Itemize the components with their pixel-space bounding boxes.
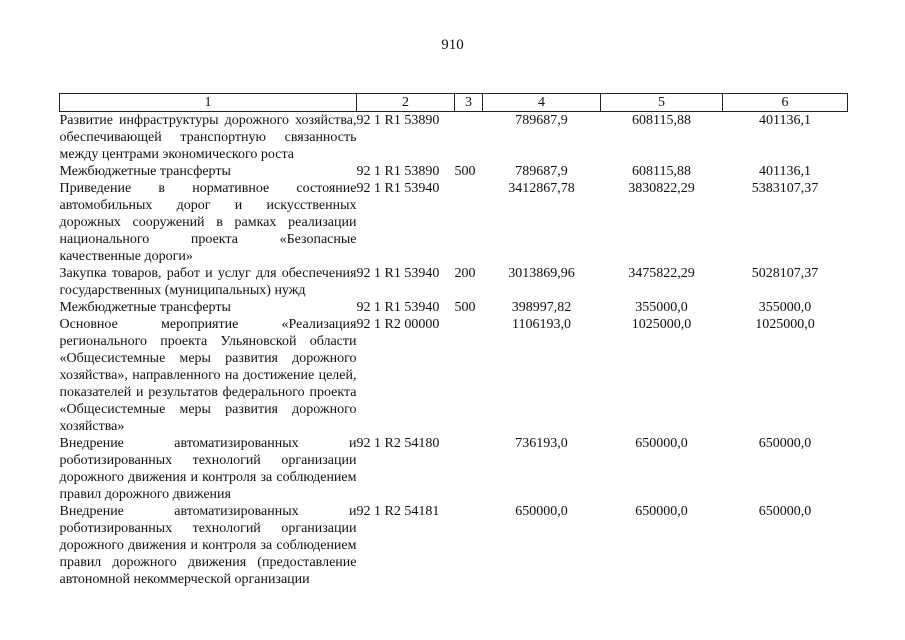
row-value-4: 1106193,0 (512, 317, 571, 332)
row-value-6: 5383107,37 (751, 181, 819, 196)
row-value-6: 650000,0 (758, 504, 812, 519)
row-value-6: 401136,1 (759, 164, 811, 179)
row-code: 92 1 R1 53940 (356, 300, 440, 315)
row-expense-type (455, 316, 483, 435)
row-name: Развитие инфраструктуры дорожного хозяйства, обеспечивающей транспортную связанность между центрами экономического роста (59, 113, 357, 162)
table-row (60, 265, 848, 299)
header-cell-3: 3 (455, 94, 483, 112)
row-value-6: 5028107,37 (751, 266, 819, 281)
row-code: 92 1 R2 54180 (356, 436, 440, 451)
table-row (60, 316, 848, 435)
row-code: 92 1 R1 53890 (356, 164, 440, 179)
table-row (60, 180, 848, 265)
row-value-5: 650000,0 (635, 436, 688, 451)
row-expense-type (455, 180, 483, 265)
row-name: Межбюджетные трансферты (59, 164, 231, 179)
row-value-4: 789687,9 (515, 164, 568, 179)
row-value-4: 736193,0 (515, 436, 568, 451)
row-expense-type (455, 435, 483, 503)
row-value-4: 3412867,78 (508, 181, 575, 196)
page-number: 910 (441, 37, 464, 53)
header-row (60, 94, 848, 112)
row-expense-type (455, 112, 483, 164)
row-value-5: 608115,88 (632, 164, 691, 179)
row-name: Внедрение автоматизированных и роботизированных технологий организации дорожного движения и контроля за соблюдением правил дорожного движения (59, 436, 357, 502)
budget-table (59, 93, 848, 588)
row-value-4: 3013869,96 (508, 266, 575, 281)
row-expense-type (455, 503, 483, 588)
row-name: Закупка товаров, работ и услуг для обеспечения государственных (муниципальных) нужд (59, 266, 357, 298)
header-cell-1: 1 (60, 94, 357, 112)
header-cell-4: 4 (483, 94, 601, 112)
table-row (60, 435, 848, 503)
row-value-5: 650000,0 (635, 504, 688, 519)
row-expense-type: 500 (454, 300, 476, 315)
table-row (60, 299, 848, 316)
row-value-6: 401136,1 (759, 113, 811, 128)
table-row (60, 112, 848, 164)
row-value-6: 355000,0 (758, 300, 812, 315)
header-cell-6: 6 (723, 94, 848, 112)
row-value-6: 650000,0 (758, 436, 812, 451)
row-value-4: 789687,9 (515, 113, 568, 128)
row-name: Основное мероприятие «Реализация регионального проекта Ульяновской области «Общесистемные меры развития дорожного хозяйства», направленного на достижение целей, показателей и результатов федерального проекта «Общесистемные меры развития дорожного хозяйства» (59, 317, 357, 434)
row-name: Межбюджетные трансферты (59, 300, 231, 315)
row-name: Приведение в нормативное состояние автомобильных дорог и искусственных дорожных сооружений в рамках реализации национального проекта «Безопасные качественные дороги» (59, 181, 357, 264)
row-value-4: 650000,0 (515, 504, 568, 519)
row-value-5: 355000,0 (635, 300, 688, 315)
header-cell-5: 5 (601, 94, 723, 112)
row-code: 92 1 R2 00000 (356, 317, 440, 332)
row-expense-type: 200 (454, 266, 476, 281)
row-value-6: 1025000,0 (755, 317, 815, 332)
row-code: 92 1 R1 53890 (356, 113, 440, 128)
table-row (60, 503, 848, 588)
row-code: 92 1 R2 54181 (356, 504, 440, 519)
row-value-5: 608115,88 (632, 113, 691, 128)
row-value-4: 398997,82 (511, 300, 572, 315)
row-code: 92 1 R1 53940 (356, 181, 440, 196)
row-value-5: 3475822,29 (628, 266, 695, 281)
row-name: Внедрение автоматизированных и роботизированных технологий организации дорожного движения и контроля за соблюдением правил дорожного движения (предоставление автономной некоммерческой организации (59, 504, 357, 587)
table-row (60, 163, 848, 180)
header-cell-2: 2 (357, 94, 455, 112)
row-value-5: 3830822,29 (628, 181, 695, 196)
row-value-5: 1025000,0 (631, 317, 692, 332)
row-expense-type: 500 (454, 164, 476, 179)
row-code: 92 1 R1 53940 (356, 266, 440, 281)
